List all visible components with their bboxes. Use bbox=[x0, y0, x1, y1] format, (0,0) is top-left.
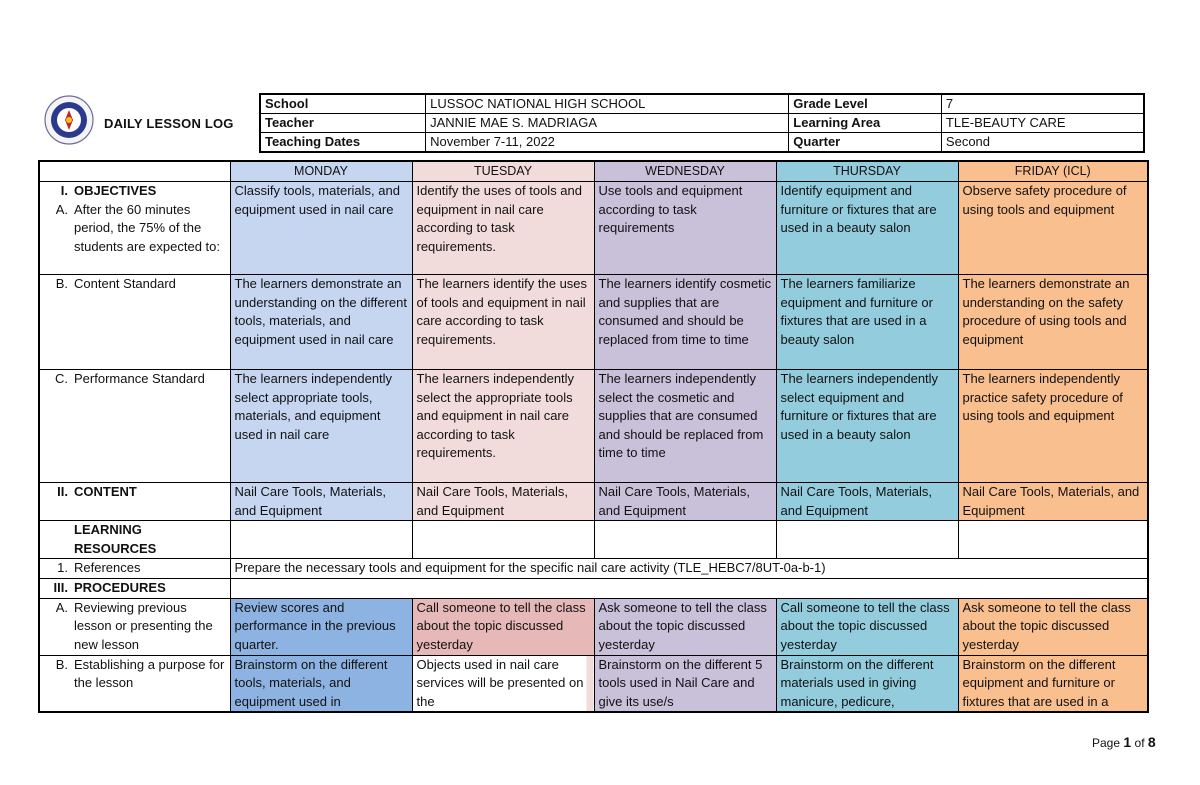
learning-area-value: TLE-BEAUTY CARE bbox=[941, 114, 1144, 133]
content-standard-friday: The learners demonstrate an understanding on the safety procedure of using tools and equipment bbox=[958, 275, 1148, 370]
reviewing-label: Reviewing previous lesson or presenting the new lesson bbox=[74, 599, 213, 652]
purpose-wednesday: Brainstorm on the different 5 tools used in Nail Care and give its use/s bbox=[594, 655, 776, 712]
reviewing-friday: Ask someone to tell the class about the topic discussed yesterday bbox=[958, 598, 1148, 655]
content-standard-tuesday: The learners identify the uses of tools and equipment in nail care according to task requirements. bbox=[412, 275, 594, 370]
performance-standard-wednesday: The learners independently select the cosmetic and supplies that are consumed and should be replaced from time to time bbox=[594, 370, 776, 483]
purpose-tuesday: Objects used in nail care services will be presented on the bbox=[412, 655, 594, 712]
page-word: Page bbox=[1092, 736, 1121, 750]
grade-level-label: Grade Level bbox=[789, 94, 942, 114]
objectives-sub-marker: A. bbox=[55, 201, 68, 217]
doc-title: DAILY LESSON LOG bbox=[104, 116, 234, 131]
page-current: 1 bbox=[1123, 734, 1132, 750]
purpose-label-cell bbox=[39, 655, 230, 712]
teaching-dates-label: Teaching Dates bbox=[260, 133, 426, 153]
grade-level-value: 7 bbox=[941, 94, 1144, 114]
content-friday: Nail Care Tools, Materials, and Equipment bbox=[958, 483, 1148, 521]
reviewing-marker: A. bbox=[55, 599, 68, 615]
performance-standard-thursday: The learners independently select equipment and furniture or fixtures that are used in a beauty salon bbox=[776, 370, 958, 483]
procedures-blank bbox=[230, 578, 1148, 598]
objectives-friday: Observe safety procedure of using tools and equipment bbox=[958, 182, 1148, 275]
learning-resources-wednesday bbox=[594, 521, 776, 559]
content-wednesday: Nail Care Tools, Materials, and Equipment bbox=[594, 483, 776, 521]
reviewing-label-cell bbox=[39, 598, 230, 655]
purpose-marker: B. bbox=[55, 656, 68, 672]
content-standard-thursday: The learners familiarize equipment and furniture or fixtures that are used in a beauty salon bbox=[776, 275, 958, 370]
lesson-log-table bbox=[38, 160, 1149, 713]
quarter-label: Quarter bbox=[789, 133, 942, 153]
objectives-sub-text: After the 60 minutes period, the 75% of the students are expected to: bbox=[74, 201, 220, 254]
teacher-label: Teacher bbox=[260, 114, 426, 133]
reviewing-thursday: Call someone to tell the class about the topic discussed yesterday bbox=[776, 598, 958, 655]
content-standard-label-cell bbox=[39, 275, 230, 370]
learning-resources-label: LEARNING RESOURCES bbox=[74, 522, 157, 556]
page-total: 8 bbox=[1147, 734, 1156, 750]
procedures-label-cell bbox=[39, 578, 230, 598]
references-label: References bbox=[74, 560, 141, 576]
quarter-value: Second bbox=[941, 133, 1144, 153]
content-monday: Nail Care Tools, Materials, and Equipment bbox=[230, 483, 412, 521]
content-label: CONTENT bbox=[74, 484, 137, 499]
content-standard-label: Content Standard bbox=[74, 276, 176, 291]
content-standard-marker: B. bbox=[55, 276, 68, 291]
content-standard-wednesday: The learners identify cosmetic and supplies that are consumed and should be replaced from time to time bbox=[594, 275, 776, 370]
content-thursday: Nail Care Tools, Materials, and Equipment bbox=[776, 483, 958, 521]
procedures-marker: III. bbox=[53, 579, 68, 595]
purpose-monday: Brainstorm on the different tools, materials, and equipment used in bbox=[230, 655, 412, 712]
deped-seal-logo bbox=[44, 95, 94, 145]
content-tuesday: Nail Care Tools, Materials, and Equipment bbox=[412, 483, 594, 521]
school-label: School bbox=[260, 94, 426, 114]
teacher-value: JANNIE MAE S. MADRIAGA bbox=[426, 114, 789, 133]
purpose-label: Establishing a purpose for the lesson bbox=[74, 656, 225, 691]
day-header-tuesday: TUESDAY bbox=[412, 161, 594, 182]
content-marker: II. bbox=[57, 484, 68, 499]
day-header-wednesday: WEDNESDAY bbox=[594, 161, 776, 182]
objectives-marker: I. bbox=[60, 183, 68, 198]
learning-area-label: Learning Area bbox=[789, 114, 942, 133]
content-standard-monday: The learners demonstrate an understanding on the different tools, materials, and equipment used in nail care bbox=[230, 275, 412, 370]
learning-resources-label-cell bbox=[39, 521, 230, 559]
references-marker: 1. bbox=[57, 560, 68, 576]
learning-resources-monday bbox=[230, 521, 412, 559]
objectives-wednesday: Use tools and equipment according to task requirements bbox=[594, 182, 776, 275]
page-number bbox=[1092, 734, 1156, 750]
learning-resources-tuesday bbox=[412, 521, 594, 559]
performance-standard-label: Performance Standard bbox=[74, 371, 205, 386]
performance-standard-marker: C. bbox=[55, 371, 68, 386]
page-of-word: of bbox=[1134, 736, 1145, 750]
purpose-friday: Brainstorm on the different equipment and furniture or fixtures that are used in a bbox=[958, 655, 1148, 712]
objectives-monday: Classify tools, materials, and equipment used in nail care bbox=[230, 182, 412, 275]
performance-standard-tuesday: The learners independently select the appropriate tools and equipment in nail care according to task requirements. bbox=[412, 370, 594, 483]
day-header-thursday: THURSDAY bbox=[776, 161, 958, 182]
references-label-cell bbox=[39, 559, 230, 579]
objectives-label-cell bbox=[39, 182, 230, 275]
school-value: LUSSOC NATIONAL HIGH SCHOOL bbox=[426, 94, 789, 114]
objectives-tuesday: Identify the uses of tools and equipment in nail care according to task requirements. bbox=[412, 182, 594, 275]
reviewing-tuesday: Call someone to tell the class about the topic discussed yesterday bbox=[412, 598, 594, 655]
content-label-cell bbox=[39, 483, 230, 521]
reviewing-wednesday: Ask someone to tell the class about the topic discussed yesterday bbox=[594, 598, 776, 655]
day-header-friday: FRIDAY (ICL) bbox=[958, 161, 1148, 182]
header-info-table bbox=[259, 93, 1145, 153]
performance-standard-friday: The learners independently practice safety procedure of using tools and equipment bbox=[958, 370, 1148, 483]
objectives-thursday: Identify equipment and furniture or fixtures that are used in a beauty salon bbox=[776, 182, 958, 275]
reviewing-monday: Review scores and performance in the previous quarter. bbox=[230, 598, 412, 655]
purpose-thursday: Brainstorm on the different materials used in giving manicure, pedicure, bbox=[776, 655, 958, 712]
performance-standard-label-cell bbox=[39, 370, 230, 483]
objectives-title: OBJECTIVES bbox=[74, 183, 157, 198]
references-text: Prepare the necessary tools and equipment for the specific nail care activity (TLE_HEBC7/8UT-0a-b-1) bbox=[230, 559, 1148, 579]
learning-resources-thursday bbox=[776, 521, 958, 559]
teaching-dates-value: November 7-11, 2022 bbox=[426, 133, 789, 153]
performance-standard-monday: The learners independently select appropriate tools, materials, and equipment used in nail care bbox=[230, 370, 412, 483]
day-header-blank bbox=[39, 161, 230, 182]
learning-resources-friday bbox=[958, 521, 1148, 559]
procedures-label: PROCEDURES bbox=[74, 579, 166, 595]
day-header-monday: MONDAY bbox=[230, 161, 412, 182]
